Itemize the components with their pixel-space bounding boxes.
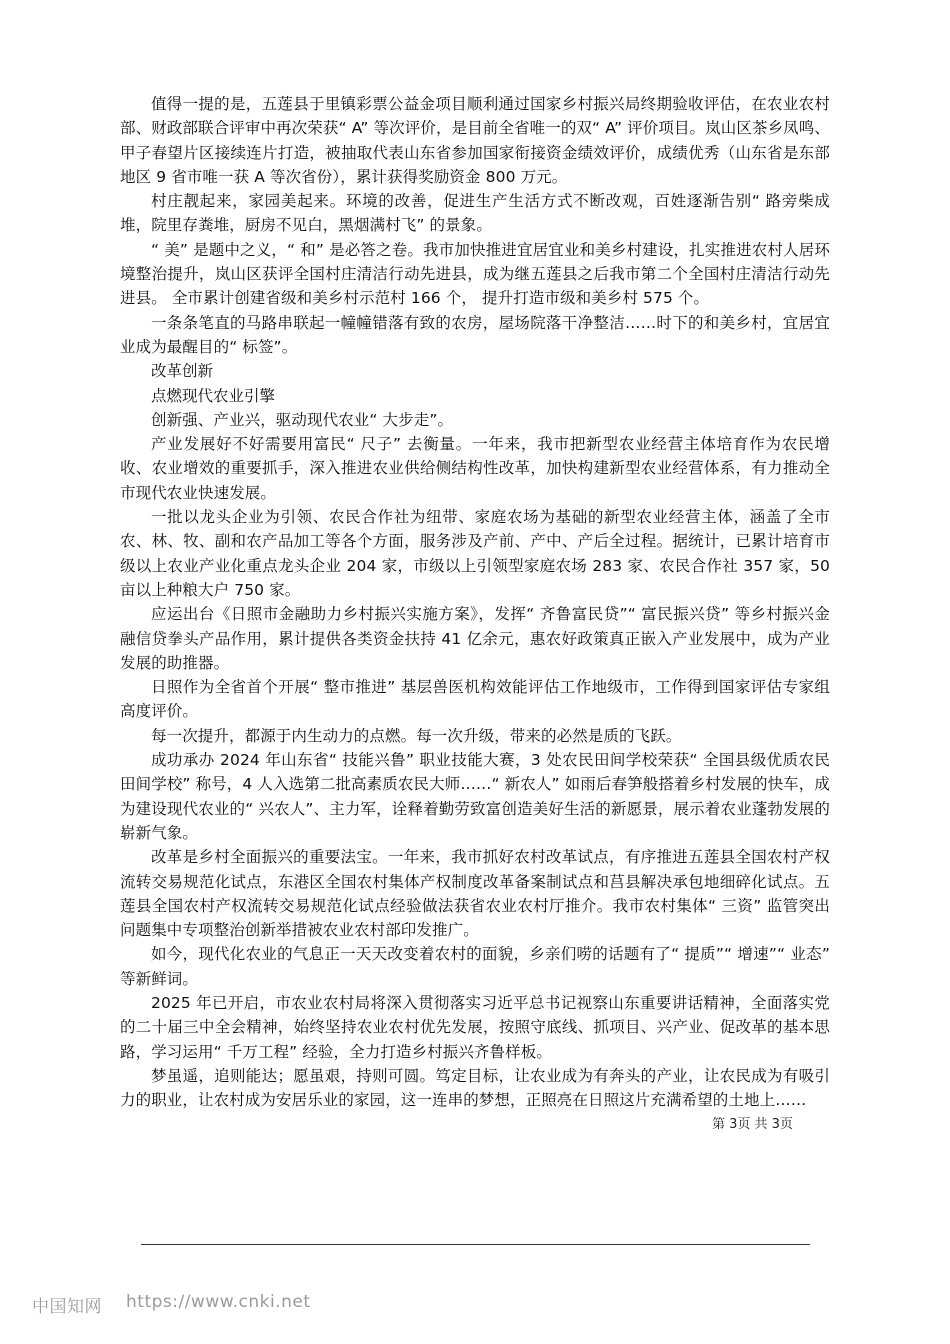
- paragraph: 成功承办 2024 年山东省“ 技能兴鲁” 职业技能大赛，3 处农民田间学校荣获“ 全国县级优质农民田间学校” 称号，4 人入选第二批高素质农民大师……“ 新农人” 如雨后春笋般搭着乡村发展的快车，成为建设现代农业的“ 兴农人”、主力军，诠释着勤劳致富创造美好生活的新愿景，展示着农业蓬勃发展的崭新气象。: [120, 751, 830, 842]
- paragraph: 创新强、产业兴，驱动现代农业“ 大步走”。: [151, 410, 454, 429]
- sub-heading: 点燃现代农业引擎: [151, 386, 276, 405]
- watermark-url: https://www.cnki.net: [126, 1292, 311, 1312]
- section-heading: 改革创新: [151, 362, 214, 381]
- paragraph: 改革是乡村全面振兴的重要法宝。一年来，我市抓好农村改革试点，有序推进五莲县全国农村产权流转交易规范化试点，东港区全国农村集体产权制度改革备案制试点和莒县解决承包地细碎化试点。五莲县全国农村产权流转交易规范化试点经验做法获省农业农村厅推介。我市农村集体“ 三资” 监管突出问题集中专项整治创新举措被农业农村部印发推广。: [120, 848, 830, 940]
- paragraph: 一批以龙头企业为引领、农民合作社为纽带、家庭农场为基础的新型农业经营主体，涵盖了全市农、林、牧、副和农产品加工等各个方面，服务涉及产前、产中、产后全过程。据统计，已累计培育市级以上农业产业化重点龙头企业 204 家，市级以上引领型家庭农场 283 家、农民合作社 357 家，50 亩以上种粮大户 750 家。: [120, 508, 830, 599]
- paragraph: 如今，现代化农业的气息正一天天改变着农村的面貌，乡亲们唠的话题有了“ 提质”“ 增速”“ 业态” 等新鲜词。: [120, 945, 830, 988]
- paragraph: 产业发展好不好需要用富民“ 尺子” 去衡量。一年来，我市把新型农业经营主体培育作为农民增收、农业增效的重要抓手，深入推进农业供给侧结构性改革，加快构建新型农业经营体系，有力推动全市现代农业快速发展。: [120, 435, 830, 502]
- footer-divider: [141, 1244, 810, 1245]
- paragraph: 2025 年已开启，市农业农村局将深入贯彻落实习近平总书记视察山东重要讲话精神，全面落实党的二十届三中全会精神，始终坚持农业农村优先发展，按照守底线、抓项目、兴产业、促改革的基本思路，学习运用“ 千万工程” 经验，全力打造乡村振兴齐鲁样板。: [120, 993, 830, 1061]
- paragraph: 一条条笔直的马路串联起一幢幢错落有致的农房，屋场院落干净整洁……时下的和美乡村，宜居宜业成为最醒目的“ 标签”。: [120, 313, 830, 356]
- paragraph: “ 美” 是题中之义，“ 和” 是必答之卷。我市加快推进宜居宜业和美乡村建设，扎实推进农村人居环境整治提升，岚山区获评全国村庄清洁行动先进县，成为继五莲县之后我市第二个全国村庄清洁行动先进县。 全市累计创建省级和美乡村示范村 166 个， 提升打造市级和美乡村 575 个。: [120, 240, 830, 308]
- paragraph: 值得一提的是，五莲县于里镇彩票公益金项目顺利通过国家乡村振兴局终期验收评估，在农业农村部、财政部联合评审中再次荣获“ A” 等次评价，是目前全省唯一的双“ A” 评价项目。岚山区茶乡凤鸣、甲子春望片区接续连片打造，被抽取代表山东省参加国家衔接资金绩效评价，成绩优秀（山东省是东部地区 9 省市唯一获 A 等次省份），累计获得奖励资金 800 万元。: [120, 95, 830, 186]
- watermark-brand: 中国知网: [32, 1297, 102, 1317]
- article-body: [120, 92, 830, 1112]
- page-number: 第 3页 共 3页: [712, 1117, 793, 1132]
- paragraph: 梦虽遥，追则能达；愿虽艰，持则可圆。笃定目标，让农业成为有奔头的产业，让农民成为有吸引力的职业，让农村成为安居乐业的家园，这一连串的梦想，正照亮在日照这片充满希望的土地上……: [120, 1066, 830, 1110]
- watermark: [32, 1292, 310, 1317]
- paragraph: 日照作为全省首个开展“ 整市推进” 基层兽医机构效能评估工作地级市，工作得到国家评估专家组高度评价。: [120, 678, 830, 721]
- paragraph: 村庄靓起来，家园美起来。环境的改善，促进生产生活方式不断改观，百姓逐渐告别“ 路旁柴成堆，院里存粪堆，厨房不见白，黑烟满村飞” 的景象。: [120, 192, 830, 235]
- paragraph: 每一次提升，都源于内生动力的点燃。每一次升级，带来的必然是质的飞跃。: [151, 726, 682, 745]
- paragraph: 应运出台《日照市金融助力乡村振兴实施方案》，发挥“ 齐鲁富民贷”“ 富民振兴贷” 等乡村振兴金融信贷拳头产品作用，累计提供各类资金扶持 41 亿余元，惠农好政策真正嵌入产业发展中，成为产业发展的助推器。: [120, 605, 830, 672]
